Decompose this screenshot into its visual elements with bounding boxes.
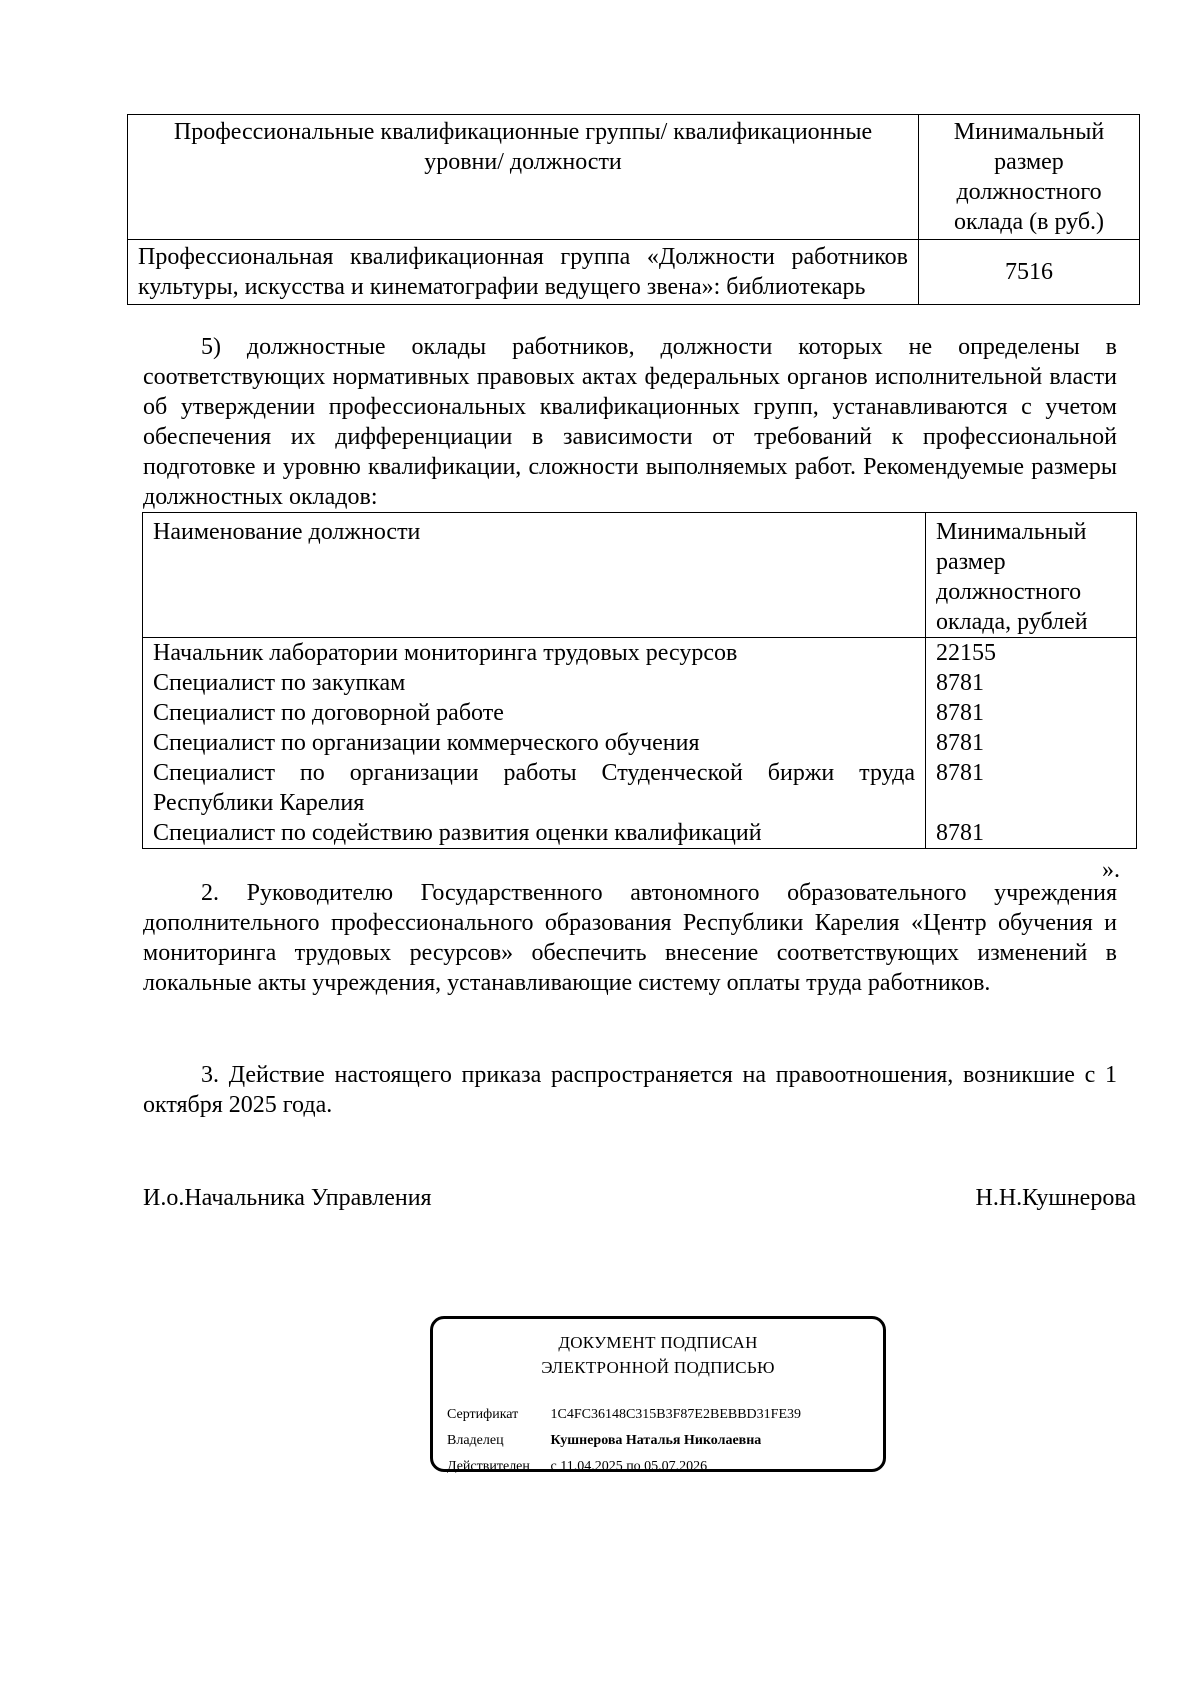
stamp-validity-row bbox=[447, 1457, 707, 1477]
electronic-signature-stamp bbox=[430, 1316, 886, 1472]
table-header-cell: Минимальный размер должностного оклада, рублей bbox=[926, 513, 1137, 638]
stamp-label: Владелец bbox=[447, 1433, 504, 1448]
table-row bbox=[143, 668, 1137, 698]
position-salary: 8781 bbox=[926, 698, 1137, 728]
signatory-position: И.о.Начальника Управления bbox=[143, 1185, 432, 1211]
position-salary: 8781 bbox=[926, 818, 1137, 849]
position-name: Специалист по организации коммерческого обучения bbox=[143, 728, 926, 758]
paragraph-5: 5) должностные оклады работников, должности которых не определены в соответствующих нормативных правовых актах федеральных органов исполнительной власти об утверждении профессиональных квалификационных групп, устанавливаются с учетом обеспечения их дифференциации в зависимости от требований к профессиональной подготовке и уровню квалификации, сложности выполняемых работ. Рекомендуемые размеры должностных окладов: bbox=[143, 334, 1117, 510]
table-header-cell: Наименование должности bbox=[143, 513, 926, 638]
position-name: Специалист по организации работы Студенческой биржи труда Республики Карелия bbox=[143, 758, 926, 818]
table-cell-group: Профессиональная квалификационная группа «Должности работников культуры, искусства и кинематографии ведущего звена»: библиотекарь bbox=[128, 240, 919, 305]
position-salary: 8781 bbox=[926, 728, 1137, 758]
stamp-certificate-value: 1C4FC36148C315B3F87E2BEBBD31FE39 bbox=[550, 1407, 801, 1422]
qualification-group-table bbox=[127, 114, 1140, 305]
stamp-label: Сертификат bbox=[447, 1407, 519, 1422]
stamp-title-line: ЭЛЕКТРОННОЙ ПОДПИСЬЮ bbox=[541, 1358, 775, 1377]
table-header-row bbox=[143, 513, 1137, 638]
stamp-validity-value: с 11.04.2025 по 05.07.2026 bbox=[550, 1459, 708, 1474]
position-name: Специалист по содействию развития оценки квалификаций bbox=[143, 818, 926, 849]
position-salary: 8781 bbox=[926, 758, 1137, 818]
positions-salary-table bbox=[142, 512, 1137, 849]
table-cell-salary: 7516 bbox=[919, 240, 1140, 305]
stamp-title bbox=[433, 1330, 883, 1380]
table-row bbox=[143, 758, 1137, 818]
position-name: Специалист по договорной работе bbox=[143, 698, 926, 728]
table-row bbox=[128, 240, 1140, 305]
table-header-cell: Профессиональные квалификационные группы/ квалификационные уровни/ должности bbox=[128, 115, 919, 240]
table-row bbox=[143, 698, 1137, 728]
signatory-name: Н.Н.Кушнерова bbox=[975, 1185, 1136, 1211]
stamp-title-line: ДОКУМЕНТ ПОДПИСАН bbox=[558, 1333, 758, 1352]
paragraph-2: 2. Руководителю Государственного автономного образовательного учреждения дополнительного профессионального образования Республики Карелия «Центр обучения и мониторинга трудовых ресурсов» обеспечить внесение соответствующих изменений в локальные акты учреждения, устанавливающие систему оплаты труда работников. bbox=[143, 880, 1117, 996]
table-header-cell: Минимальный размер должностного оклада (в руб.) bbox=[919, 115, 1140, 240]
position-salary: 22155 bbox=[926, 638, 1137, 669]
stamp-owner-value: Кушнерова Наталья Николаевна bbox=[550, 1433, 762, 1448]
table-row bbox=[143, 638, 1137, 669]
position-name: Начальник лаборатории мониторинга трудовых ресурсов bbox=[143, 638, 926, 669]
closing-quote: ». bbox=[1102, 857, 1120, 883]
position-salary: 8781 bbox=[926, 668, 1137, 698]
stamp-owner-row bbox=[447, 1431, 761, 1451]
position-name: Специалист по закупкам bbox=[143, 668, 926, 698]
table-header-row bbox=[128, 115, 1140, 240]
table-row bbox=[143, 818, 1137, 849]
paragraph-3: 3. Действие настоящего приказа распространяется на правоотношения, возникшие с 1 октября 2025 года. bbox=[143, 1062, 1117, 1118]
stamp-label: Действителен bbox=[447, 1459, 530, 1474]
table-row bbox=[143, 728, 1137, 758]
stamp-certificate-row bbox=[447, 1405, 801, 1425]
